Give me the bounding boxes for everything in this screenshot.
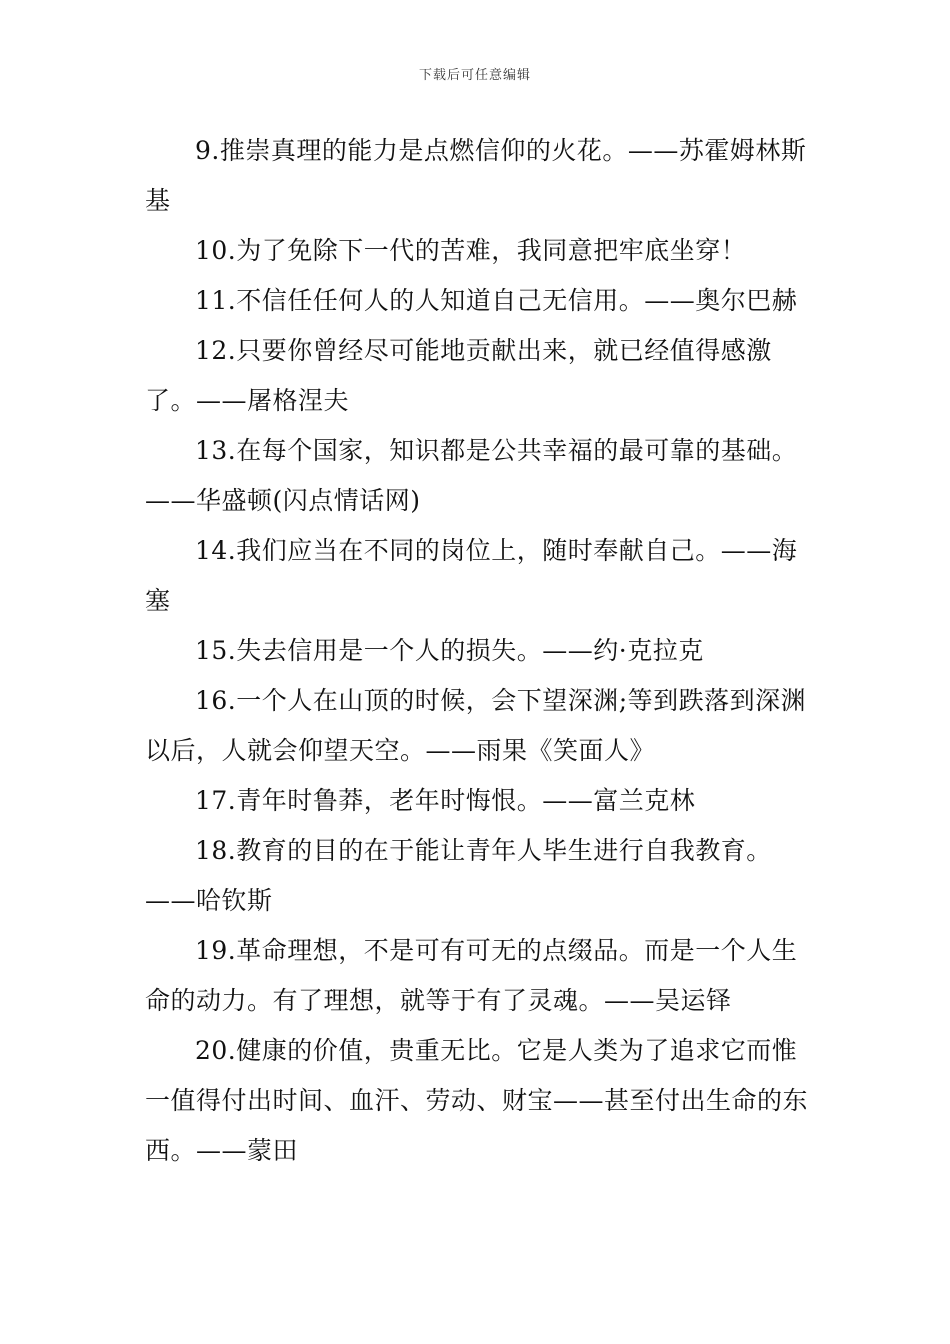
page-header: 下载后可任意编辑 xyxy=(418,68,531,83)
quote-paragraph: 18.教育的目的在于能让青年人毕生进行自我教育。——哈钦斯 xyxy=(145,836,772,915)
quote-paragraph: 12.只要你曾经尽可能地贡献出来，就已经值得感激了。——屠格涅夫 xyxy=(145,336,772,415)
quote-paragraph: 16.一个人在山顶的时候，会下望深渊;等到跌落到深渊以后，人就会仰望天空。——雨果《笑面人》 xyxy=(145,686,807,765)
quote-paragraph: 17.青年时鲁莽，老年时悔恨。——富兰克林 xyxy=(195,786,696,815)
quote-paragraph: 9.推崇真理的能力是点燃信仰的火花。——苏霍姆林斯基 xyxy=(145,136,807,215)
quote-paragraph: 10.为了免除下一代的苦难，我同意把牢底坐穿！ xyxy=(195,236,747,265)
quote-paragraph: 14.我们应当在不同的岗位上，随时奉献自己。——海塞 xyxy=(145,536,798,615)
quote-paragraph: 20.健康的价值，贵重无比。它是人类为了追求它而惟一值得付出时间、血汗、劳动、财宝——甚至付出生命的东西。——蒙田 xyxy=(145,1036,809,1165)
document-body xyxy=(145,126,810,1176)
quote-paragraph: 19.革命理想，不是可有可无的点缀品。而是一个人生命的动力。有了理想，就等于有了灵魂。——吴运铎 xyxy=(145,936,798,1015)
quote-paragraph: 11.不信任任何人的人知道自己无信用。——奥尔巴赫 xyxy=(195,286,798,315)
quote-paragraph: 13.在每个国家，知识都是公共幸福的最可靠的基础。——华盛顿(闪点情话网) xyxy=(145,436,798,515)
quote-paragraph: 15.失去信用是一个人的损失。——约·克拉克 xyxy=(195,636,704,665)
